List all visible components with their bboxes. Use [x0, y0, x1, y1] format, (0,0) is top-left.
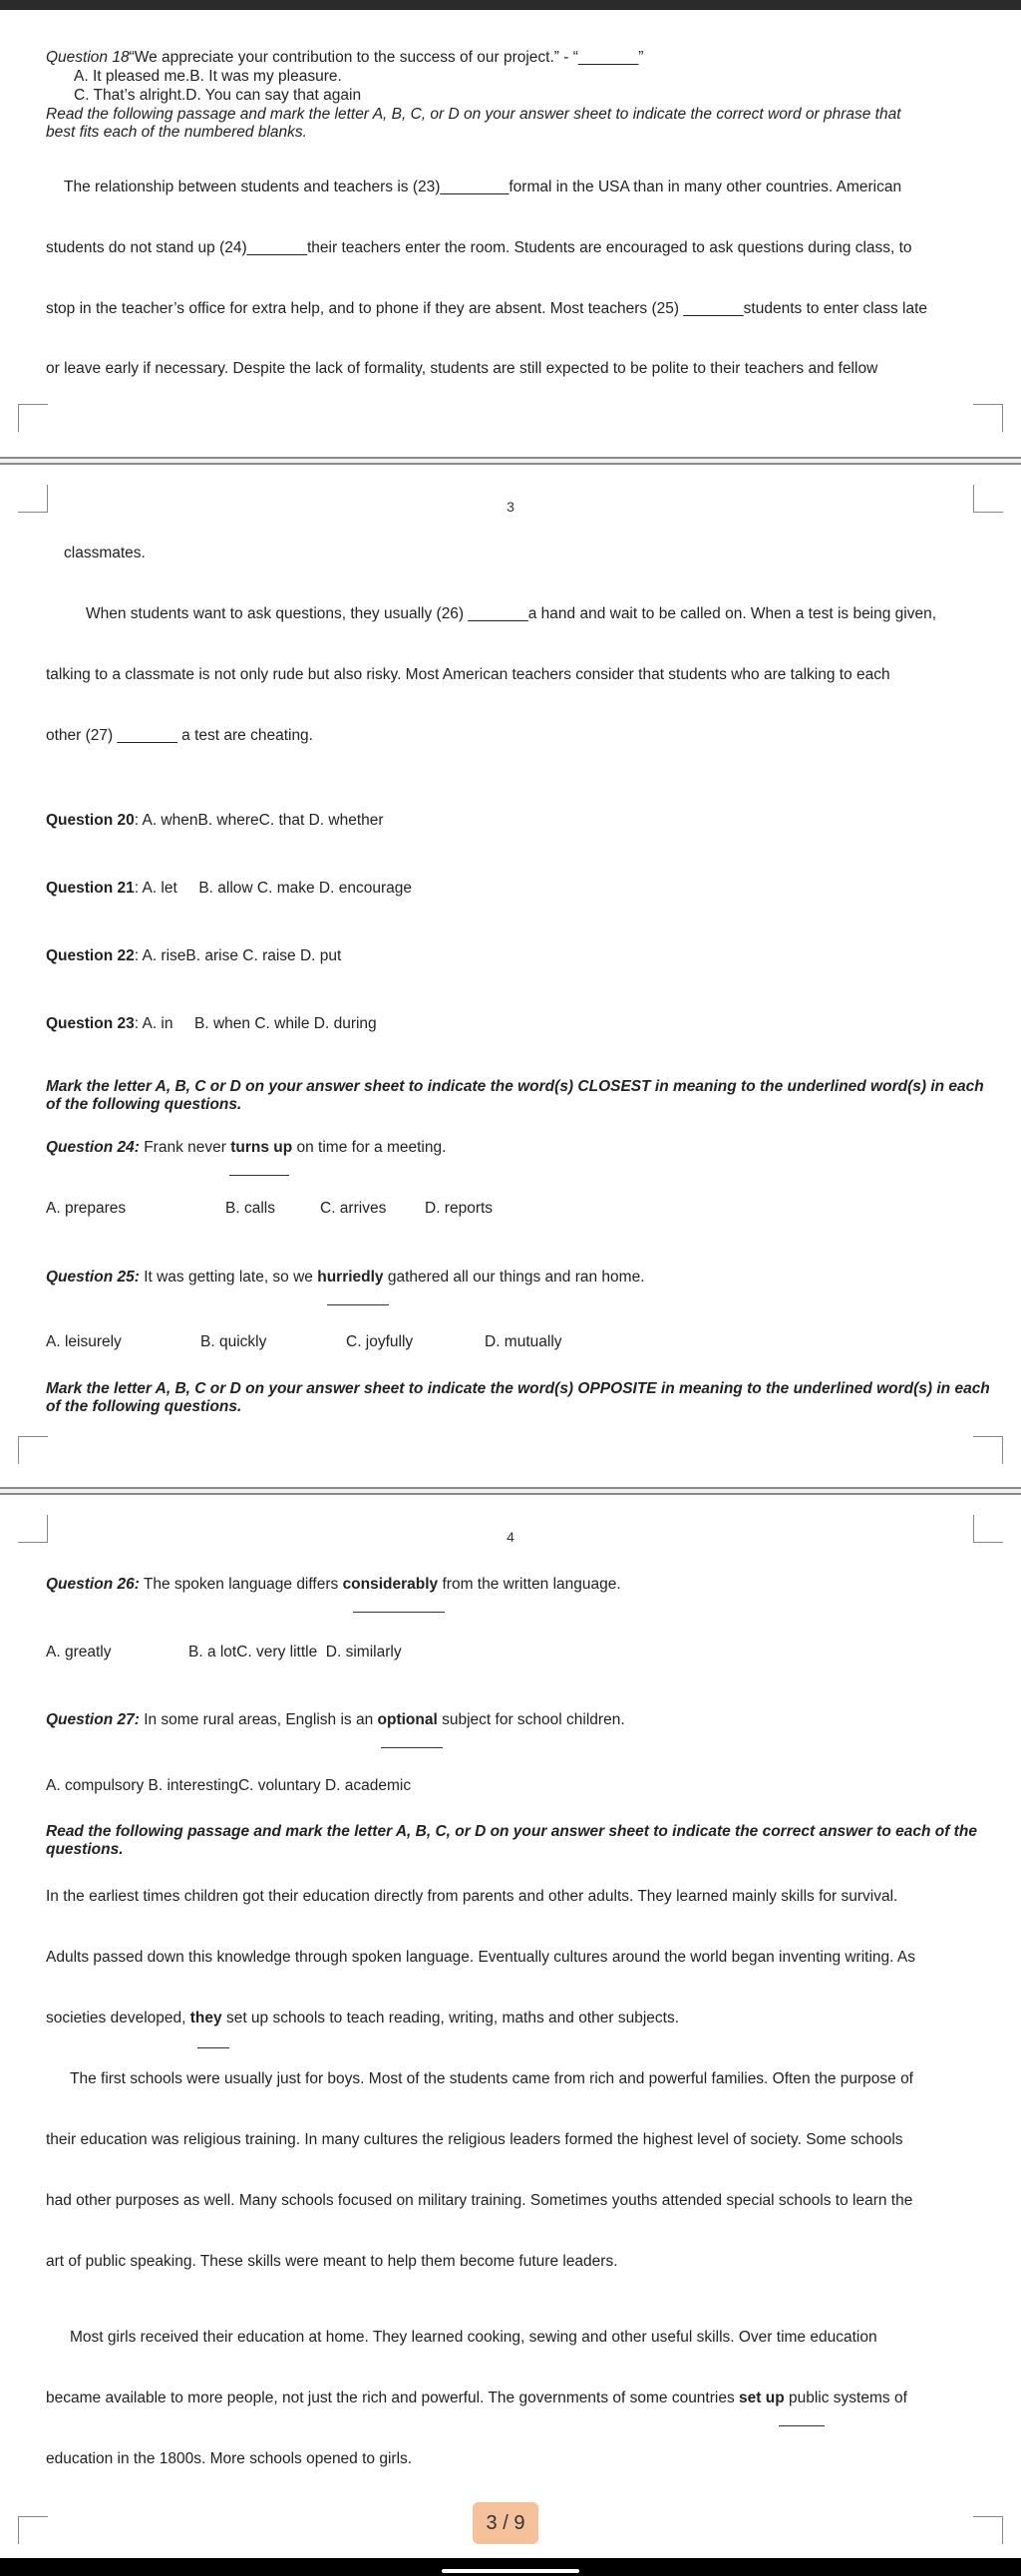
question-26-label: Question 26: — [46, 1576, 140, 1593]
passage-4-underlined-set-up: set up — [739, 2390, 785, 2406]
passage-4-line-2-before: became available to more people, not just the rich and powerful. The governments of some countries — [46, 2390, 740, 2406]
question-25-label: Question 25: — [46, 1269, 140, 1286]
question-26-underline — [353, 1612, 445, 1613]
question-25-underline — [327, 1304, 389, 1305]
question-20-label: Question 20 — [46, 812, 135, 829]
question-25-option-b: B. quickly — [200, 1333, 267, 1350]
instruction-2-line-2: of the following questions. — [46, 1096, 242, 1113]
they-underline — [197, 2047, 229, 2048]
crop-mark-bottom-right — [973, 2516, 1003, 2544]
question-18-text: “We appreciate your contribution to the success of our project.” - “_______” — [129, 49, 644, 66]
question-27-underline — [381, 1747, 443, 1748]
crop-mark-bottom-right — [973, 1436, 1003, 1464]
question-26-text-after: from the written language. — [438, 1576, 621, 1593]
question-22-options: : A. riseB. arise C. raise D. put — [134, 947, 342, 964]
question-23-label: Question 23 — [46, 1015, 135, 1032]
question-20 — [46, 811, 384, 830]
question-24-option-d: D. reports — [425, 1200, 494, 1217]
question-18-label: Question 18 — [46, 49, 130, 66]
instruction-3-line-1: Mark the letter A, B, C or D on your answer sheet to indicate the word(s) OPPOSITE in meaning to the underlined word(s) in each — [46, 1380, 990, 1397]
passage-1-line-1: The relationship between students and teachers is (23)________formal in the USA than in many other countries. American — [64, 179, 902, 195]
passage-1-line-7: talking to a classmate is not only rude but also risky. Most American teachers consider that students who are talking to each — [46, 666, 890, 683]
instruction-4-line-1: Read the following passage and mark the letter A, B, C, or D on your answer sheet to indicate the correct answer to each of the — [46, 1823, 977, 1840]
instruction-1-line-1: Read the following passage and mark the letter A, B, C, or D on your answer sheet to indicate the correct word or phrase that — [46, 106, 901, 123]
question-23-options: : A. in B. when C. while D. during — [134, 1015, 377, 1032]
question-26 — [46, 1575, 621, 1594]
question-27-text-after: subject for school children. — [437, 1711, 625, 1728]
document-page-2 — [0, 10, 1021, 457]
passage-1-line-2: students do not stand up (24)_______their teachers enter the room. Students are encouraged to ask questions during class, to — [46, 239, 912, 256]
instruction-4-line-2: questions. — [46, 1841, 124, 1858]
instruction-2-line-1: Mark the letter A, B, C or D on your answer sheet to indicate the word(s) CLOSEST in meaning to the underlined word(s) in each — [46, 1078, 984, 1095]
bottom-navigation-bar — [0, 2558, 1021, 2576]
passage-2-line-3-before: societies developed, — [46, 2010, 190, 2026]
passage-1-line-6: When students want to ask questions, they usually (26) _______a hand and wait to be called on. When a test is being given, — [86, 605, 937, 622]
crop-mark-top-right — [973, 485, 1003, 513]
passage-2-line-3 — [46, 2009, 679, 2027]
crop-mark-bottom-left — [18, 404, 48, 432]
passage-4-line-2-after: public systems of — [784, 2390, 907, 2406]
question-25-text-before: It was getting late, so we — [139, 1269, 318, 1286]
passage-4-line-3: education in the 1800s. More schools opened to girls. — [46, 2450, 413, 2467]
passage-1-line-4: or leave early if necessary. Despite the lack of formality, students are still expected to be polite to their teachers and fellow — [46, 360, 878, 377]
question-23 — [46, 1014, 377, 1033]
question-24-underline — [229, 1175, 289, 1176]
passage-1-line-3: stop in the teacher’s office for extra help, and to phone if they are absent. Most teachers (25) _______students to enter class late — [46, 300, 928, 317]
question-24-option-c: C. arrives — [320, 1200, 387, 1217]
top-status-bar — [0, 0, 1021, 10]
passage-1-line-8: other (27) _______ a test are cheating. — [46, 727, 313, 744]
passage-2-line-1: In the earliest times children got their education directly from parents and other adults. They learned mainly skills for survival. — [46, 1888, 898, 1905]
question-24-text-before: Frank never — [139, 1139, 231, 1156]
question-26-options: A. greatly B. a lotC. very little D. similarly — [46, 1644, 402, 1660]
question-22-label: Question 22 — [46, 947, 135, 964]
page-number: 4 — [507, 1529, 514, 1545]
question-21-options: : A. let B. allow C. make D. encourage — [134, 880, 412, 897]
crop-mark-top-left — [18, 1515, 48, 1543]
passage-2-underlined-they: they — [189, 2010, 222, 2026]
crop-mark-bottom-left — [18, 2516, 48, 2544]
passage-2-line-2: Adults passed down this knowledge through spoken language. Eventually cultures around the world began inventing writing. As — [46, 1949, 916, 1966]
question-18-options-2: C. That’s alright.D. You can say that again — [74, 87, 362, 104]
question-24-option-a: A. prepares — [46, 1200, 127, 1217]
page-separator — [0, 1487, 1021, 1495]
home-indicator[interactable] — [442, 2569, 579, 2573]
instruction-1-line-2: best fits each of the numbered blanks. — [46, 124, 307, 141]
question-20-options: : A. whenB. whereC. that D. whether — [134, 812, 384, 829]
question-27-options: A. compulsory B. interestingC. voluntary D. academic — [46, 1777, 412, 1794]
set-up-underline — [779, 2425, 825, 2426]
question-25-underlined: hurriedly — [317, 1269, 384, 1286]
question-25-option-d: D. mutually — [485, 1333, 562, 1350]
passage-3-line-1: The first schools were usually just for boys. Most of the students came from rich and powerful families. Often the purpose of — [70, 2070, 913, 2087]
question-24-option-b: B. calls — [225, 1200, 275, 1217]
question-27 — [46, 1710, 625, 1729]
instruction-3-line-2: of the following questions. — [46, 1398, 242, 1415]
passage-1-line-5: classmates. — [64, 545, 146, 561]
passage-4-line-1: Most girls received their education at home. They learned cooking, sewing and other useful skills. Over time education — [70, 2329, 877, 2346]
question-24-label: Question 24: — [46, 1139, 140, 1156]
passage-4-line-2 — [46, 2389, 907, 2407]
question-24-text-after: on time for a meeting. — [292, 1139, 447, 1156]
question-18-options-1: A. It pleased me.B. It was my pleasure. — [74, 68, 342, 85]
page-number: 3 — [507, 499, 514, 515]
question-22 — [46, 946, 341, 965]
question-26-text-before: The spoken language differs — [139, 1576, 343, 1593]
document-page-4 — [0, 1495, 1021, 2558]
question-27-label: Question 27: — [46, 1711, 140, 1728]
question-25 — [46, 1268, 645, 1287]
crop-mark-top-right — [973, 1515, 1003, 1543]
passage-3-line-2: their education was religious training. In many cultures the religious leaders formed the highest level of society. Some schools — [46, 2131, 903, 2148]
question-21-label: Question 21 — [46, 880, 135, 897]
question-27-text-before: In some rural areas, English is an — [139, 1711, 378, 1728]
question-24 — [46, 1138, 446, 1157]
question-24-underlined: turns up — [230, 1139, 293, 1156]
question-25-text-after: gathered all our things and ran home. — [383, 1269, 645, 1286]
question-26-underlined: considerably — [342, 1576, 439, 1593]
passage-3-line-3: had other purposes as well. Many schools focused on military training. Sometimes youths attended special schools to learn the — [46, 2192, 913, 2209]
crop-mark-bottom-right — [973, 404, 1003, 432]
crop-mark-bottom-left — [18, 1436, 48, 1464]
passage-2-line-3-after: set up schools to teach reading, writing, maths and other subjects. — [221, 2010, 680, 2026]
page-indicator: 3 / 9 — [473, 2502, 538, 2544]
question-25-option-a: A. leisurely — [46, 1333, 122, 1350]
question-18 — [46, 48, 643, 67]
document-page-3 — [0, 465, 1021, 1487]
page-separator — [0, 457, 1021, 465]
question-21 — [46, 879, 412, 898]
question-27-underlined: optional — [377, 1711, 438, 1728]
passage-3-line-4: art of public speaking. These skills were meant to help them become future leaders. — [46, 2253, 618, 2270]
question-25-option-c: C. joyfully — [346, 1333, 414, 1350]
crop-mark-top-left — [18, 485, 48, 513]
